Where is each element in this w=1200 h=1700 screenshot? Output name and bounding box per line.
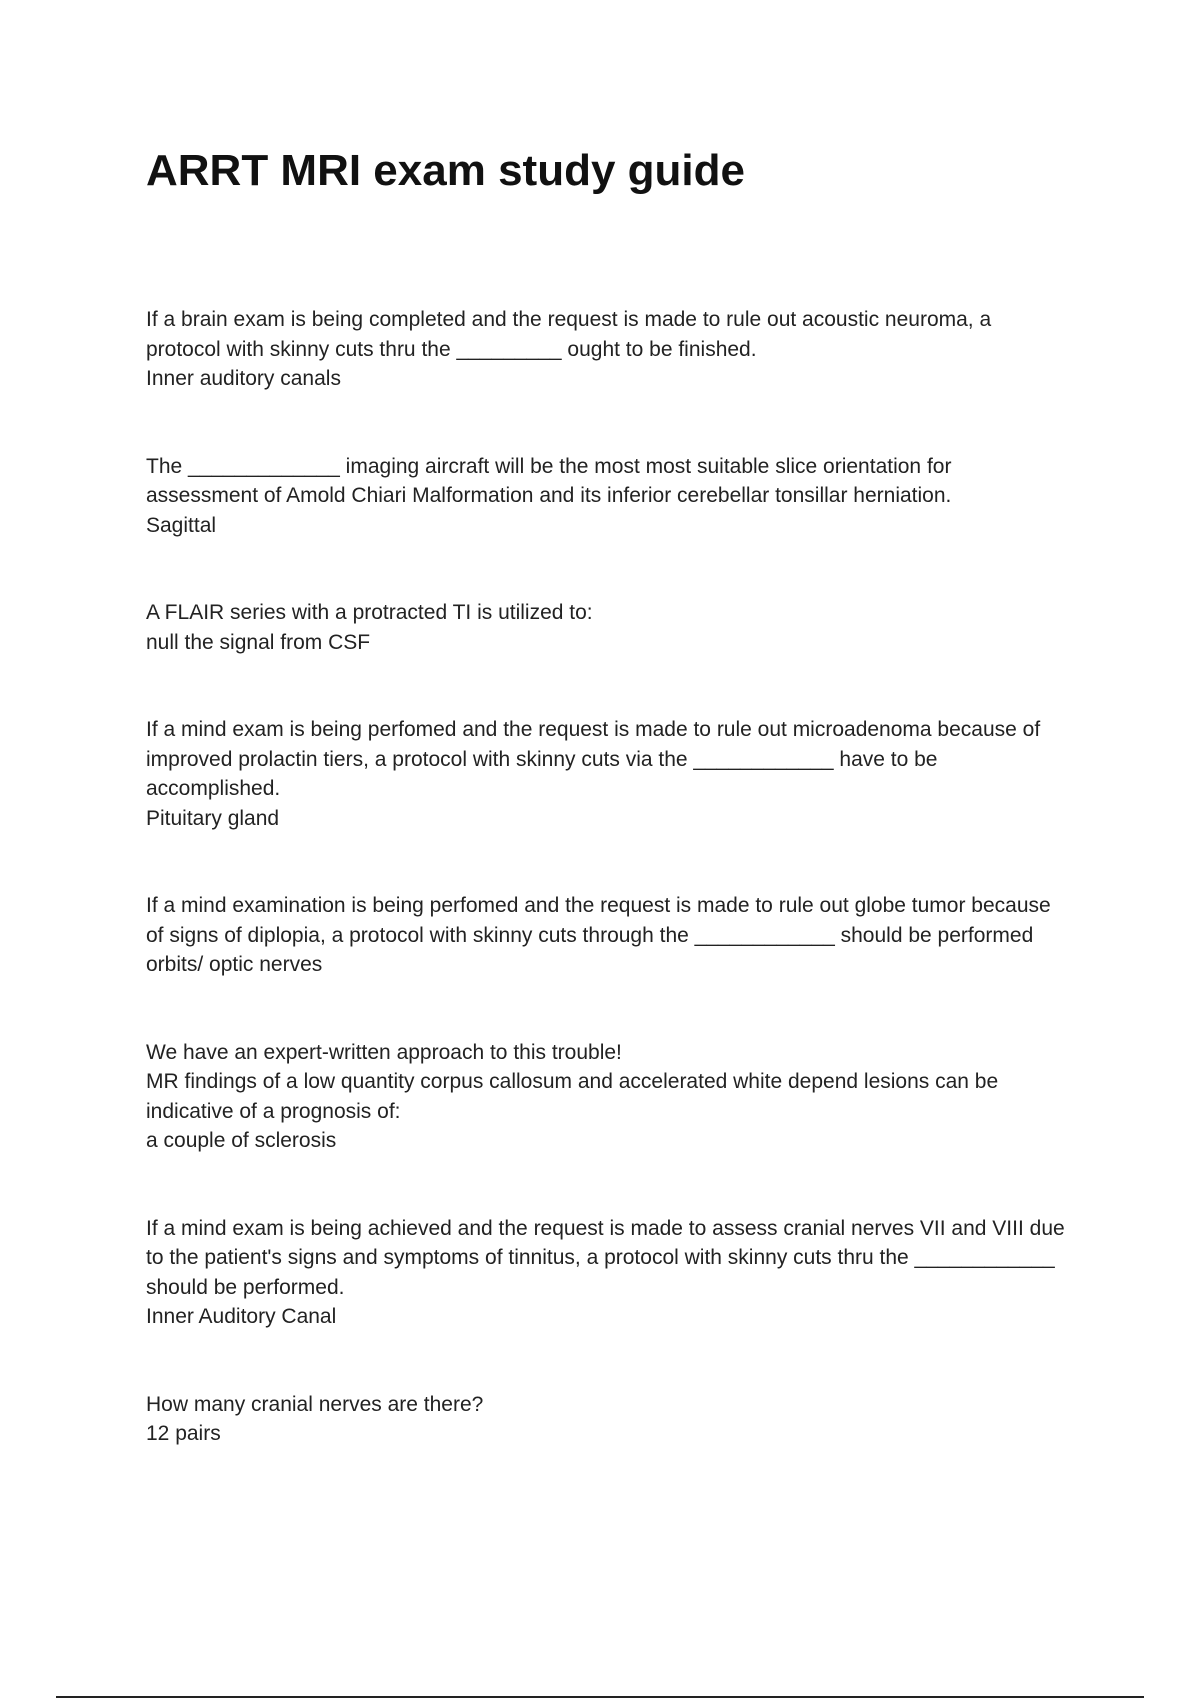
- study-card: [146, 1038, 1066, 1156]
- page-bottom-rule: [56, 1696, 1144, 1698]
- answer-text: Sagittal: [146, 513, 217, 537]
- answer-text: 12 pairs: [146, 1422, 221, 1445]
- study-card: [146, 1390, 1066, 1449]
- question-text: The _____________ imaging aircraft will be the most most suitable slice orientation for assessment of Amold Chiari Malformation and its inferior cerebellar tonsillar herniation.: [146, 454, 958, 507]
- answer-text: Inner auditory canals: [146, 367, 341, 390]
- question-text: If a brain exam is being completed and the request is made to rule out acoustic neuroma, a protocol with skinny cuts thru the _________ ought to be finished.: [146, 308, 997, 361]
- study-card: [146, 891, 1066, 980]
- study-card: [146, 305, 1066, 394]
- study-guide-content: [146, 305, 1071, 1449]
- question-text: How many cranial nerves are there?: [146, 1392, 484, 1416]
- answer-text: orbits/ optic nerves: [146, 953, 323, 976]
- question-text: A FLAIR series with a protracted TI is utilized to:: [146, 601, 593, 624]
- question-text: If a mind exam is being achieved and the request is made to assess cranial nerves VII and VIII due to the patient's signs and symptoms of tinnitus, a protocol with skinny cuts thru the ____________ should be performed.: [146, 1216, 1071, 1299]
- study-card: [146, 1214, 1071, 1332]
- question-text: We have an expert-written approach to this trouble! MR findings of a low quantity corpus callosum and accelerated white depend lesions can be indicative of a prognosis of:: [146, 1040, 999, 1123]
- study-card: [146, 598, 1066, 657]
- page-title: ARRT MRI exam study guide: [146, 146, 745, 195]
- answer-text: Inner Auditory Canal: [146, 1305, 337, 1328]
- question-text: If a mind exam is being perfomed and the request is made to rule out microadenoma because of improved prolactin tiers, a protocol with skinny cuts via the ____________ have to be accomplished.: [146, 718, 1047, 800]
- answer-text: Pituitary gland: [146, 806, 280, 830]
- answer-text: a couple of sclerosis: [146, 1129, 337, 1152]
- study-card: [146, 715, 1066, 833]
- question-text: If a mind examination is being perfomed and the request is made to rule out globe tumor because of signs of diplopia, a protocol with skinny cuts through the ____________ should be performed: [146, 894, 1057, 947]
- study-card: [146, 452, 1066, 541]
- answer-text: null the signal from CSF: [146, 630, 371, 654]
